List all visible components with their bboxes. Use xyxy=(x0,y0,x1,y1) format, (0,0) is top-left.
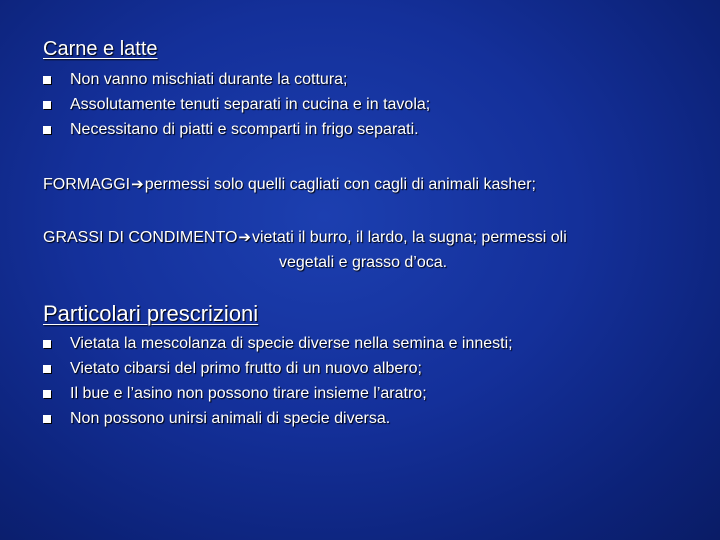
heading-particolari-prescrizioni: Particolari prescrizioni xyxy=(43,301,259,326)
list-item xyxy=(43,381,513,406)
list-item xyxy=(43,331,513,356)
list-item-text: Il bue e l’asino non possono tirare insieme l’aratro; xyxy=(70,385,427,402)
list-item-text: Necessitano di piatti e scomparti in frigo separati. xyxy=(70,121,419,138)
right-arrow-icon: ➔ xyxy=(131,175,144,193)
grassi-paragraph xyxy=(43,225,567,275)
right-arrow-icon: ➔ xyxy=(238,228,251,246)
square-bullet-icon xyxy=(43,390,51,398)
grassi-label: GRASSI DI CONDIMENTO xyxy=(43,229,238,246)
heading-carne-e-latte: Carne e latte xyxy=(43,38,158,60)
formaggi-text: permessi solo quelli cagliati con cagli di animali kasher; xyxy=(144,176,536,193)
list-item xyxy=(43,67,430,92)
formaggi-paragraph xyxy=(43,172,536,197)
list-item-text: Vietata la mescolanza di specie diverse nella semina e innesti; xyxy=(70,335,513,352)
grassi-text-line2: vegetali e grasso d’oca. xyxy=(279,254,448,271)
grassi-text-line1: vietati il burro, il lardo, la sugna; permessi oli xyxy=(251,229,567,246)
formaggi-label: FORMAGGI xyxy=(43,176,131,193)
bullet-list-prescrizioni xyxy=(43,331,513,431)
list-item xyxy=(43,356,513,381)
list-item xyxy=(43,92,430,117)
square-bullet-icon xyxy=(43,76,51,84)
square-bullet-icon xyxy=(43,101,51,109)
bullet-list-carne-e-latte xyxy=(43,67,430,142)
square-bullet-icon xyxy=(43,340,51,348)
list-item-text: Non vanno mischiati durante la cottura; xyxy=(70,71,348,88)
list-item xyxy=(43,117,430,142)
list-item xyxy=(43,406,513,431)
square-bullet-icon xyxy=(43,415,51,423)
list-item-text: Vietato cibarsi del primo frutto di un nuovo albero; xyxy=(70,360,422,377)
list-item-text: Non possono unirsi animali di specie diversa. xyxy=(70,410,391,427)
square-bullet-icon xyxy=(43,365,51,373)
square-bullet-icon xyxy=(43,126,51,134)
list-item-text: Assolutamente tenuti separati in cucina e in tavola; xyxy=(70,96,431,113)
